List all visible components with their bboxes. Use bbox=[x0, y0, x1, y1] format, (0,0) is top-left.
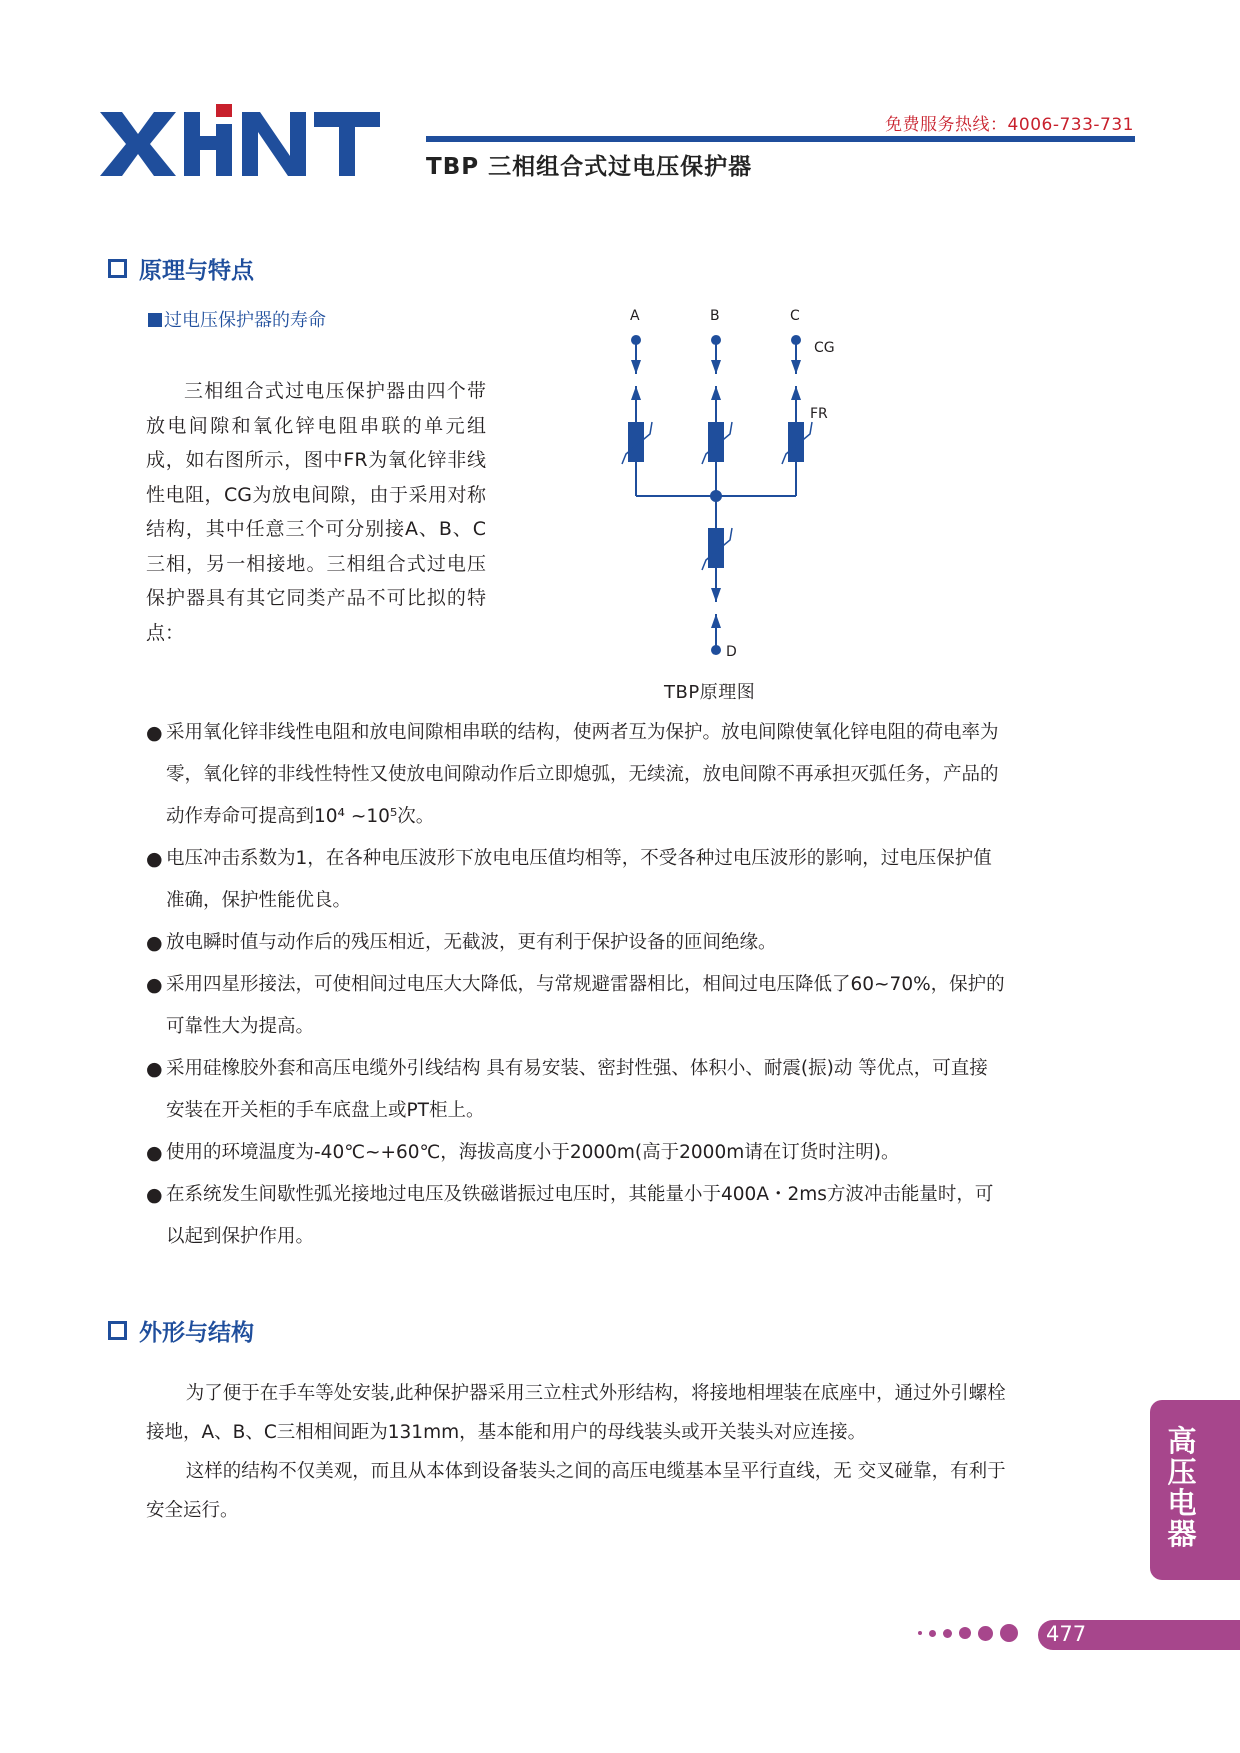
brand-logo bbox=[100, 104, 390, 184]
label-d: D bbox=[726, 644, 737, 660]
document-title: TBP 三相组合式过电压保护器 bbox=[426, 154, 753, 180]
header-rule bbox=[426, 136, 1135, 142]
phase-b-branch bbox=[708, 336, 724, 496]
list-item: ● 采用四星形接法，可使相间过电压大大降低，与常规避雷器相比，相间过电压降低了60~70%，保护的可靠性大为提高。 bbox=[146, 964, 1006, 1048]
section-heading-text: 原理与特点 bbox=[139, 258, 254, 284]
category-side-tab-label: 高压电器 bbox=[1167, 1424, 1197, 1551]
list-item: ● 电压冲击系数为1，在各种电压波形下放电电压值均相等，不受各种过电压波形的影响，过电压保护值准确，保护性能优良。 bbox=[146, 838, 1006, 922]
phase-a-branch bbox=[628, 336, 644, 496]
section-box-icon bbox=[108, 259, 127, 278]
service-hotline: 免费服务热线：4006-733-731 bbox=[885, 115, 1134, 135]
bullet-dot-icon: ● bbox=[146, 848, 163, 870]
bullet-dot-icon: ● bbox=[146, 932, 163, 954]
structure-paragraph-2: 这样的结构不仅美观，而且从本体到设备装头之间的高压电缆基本呈平行直线，无 交叉碰靠，有利于安全运行。 bbox=[146, 1461, 1006, 1521]
label-cg: CG bbox=[814, 340, 835, 356]
intro-paragraph: 三相组合式过电压保护器由四个带放电间隙和氧化锌电阻串联的单元组成，如右图所示，图中FR为氧化锌非线性电阻，CG为放电间隙，由于采用对称结构，其中任意三个可分别接A、B、C三相，另一相接地。三相组合式过电压保护器具有其它同类产品不可比拟的特点： bbox=[146, 380, 486, 644]
bullet-dot-icon: ● bbox=[146, 722, 163, 744]
phase-c-branch bbox=[788, 336, 804, 496]
feature-bullet-list bbox=[146, 712, 1006, 1258]
bullet-dot-icon: ● bbox=[146, 1058, 163, 1080]
list-item: ● 采用硅橡胶外套和高压电缆外引线结构 具有易安装、密封性强、体积小、耐震(振)动 等优点，可直接安装在开关柜的手车底盘上或PT柜上。 bbox=[146, 1048, 1006, 1132]
bullet-dot-icon: ● bbox=[146, 974, 163, 996]
list-item: ● 使用的环境温度为-40℃~+60℃，海拔高度小于2000m(高于2000m请在订货时注明)。 bbox=[146, 1132, 1006, 1174]
ground-branch bbox=[708, 496, 724, 654]
page-number: 477 bbox=[1046, 1622, 1087, 1646]
subheading-lifetime bbox=[148, 306, 326, 332]
section-heading-principle bbox=[108, 252, 254, 285]
section-heading-structure bbox=[108, 1314, 254, 1347]
label-a: A bbox=[630, 308, 640, 324]
label-c: C bbox=[790, 308, 800, 324]
diagram-caption: TBP原理图 bbox=[664, 682, 756, 703]
tbp-schematic-diagram bbox=[600, 300, 880, 670]
bullet-dot-icon: ● bbox=[146, 1142, 163, 1164]
xhnt-logo-mark bbox=[100, 104, 390, 184]
structure-paragraph-1: 为了便于在手车等处安装,此种保护器采用三立柱式外形结构，将接地相埋装在底座中，通过外引螺栓接地，A、B、C三相相间距为131mm，基本能和用户的母线装头或开关装头对应连接。 bbox=[146, 1383, 1006, 1443]
label-b: B bbox=[710, 308, 720, 324]
bullet-dot-icon: ● bbox=[146, 1184, 163, 1206]
list-item: ● 采用氧化锌非线性电阻和放电间隙相串联的结构，使两者互为保护。放电间隙使氧化锌电阻的荷电率为零，氧化锌的非线性特性又使放电间隙动作后立即熄弧，无续流，放电间隙不再承担灭弧任务，产品的动作寿命可提高到10⁴ ~10⁵次。 bbox=[146, 712, 1006, 838]
section-heading-text: 外形与结构 bbox=[139, 1320, 254, 1346]
label-fr: FR bbox=[810, 406, 828, 422]
section-box-icon bbox=[108, 1321, 127, 1340]
subheading-text: 过电压保护器的寿命 bbox=[164, 310, 326, 331]
page-dots-decoration bbox=[918, 1624, 1025, 1642]
square-bullet-icon bbox=[148, 313, 162, 327]
list-item: ● 在系统发生间歇性弧光接地过电压及铁磁谐振过电压时，其能量小于400A・2ms方波冲击能量时，可以起到保护作用。 bbox=[146, 1174, 1006, 1258]
list-item: ● 放电瞬时值与动作后的残压相近，无截波，更有利于保护设备的匝间绝缘。 bbox=[146, 922, 1006, 964]
